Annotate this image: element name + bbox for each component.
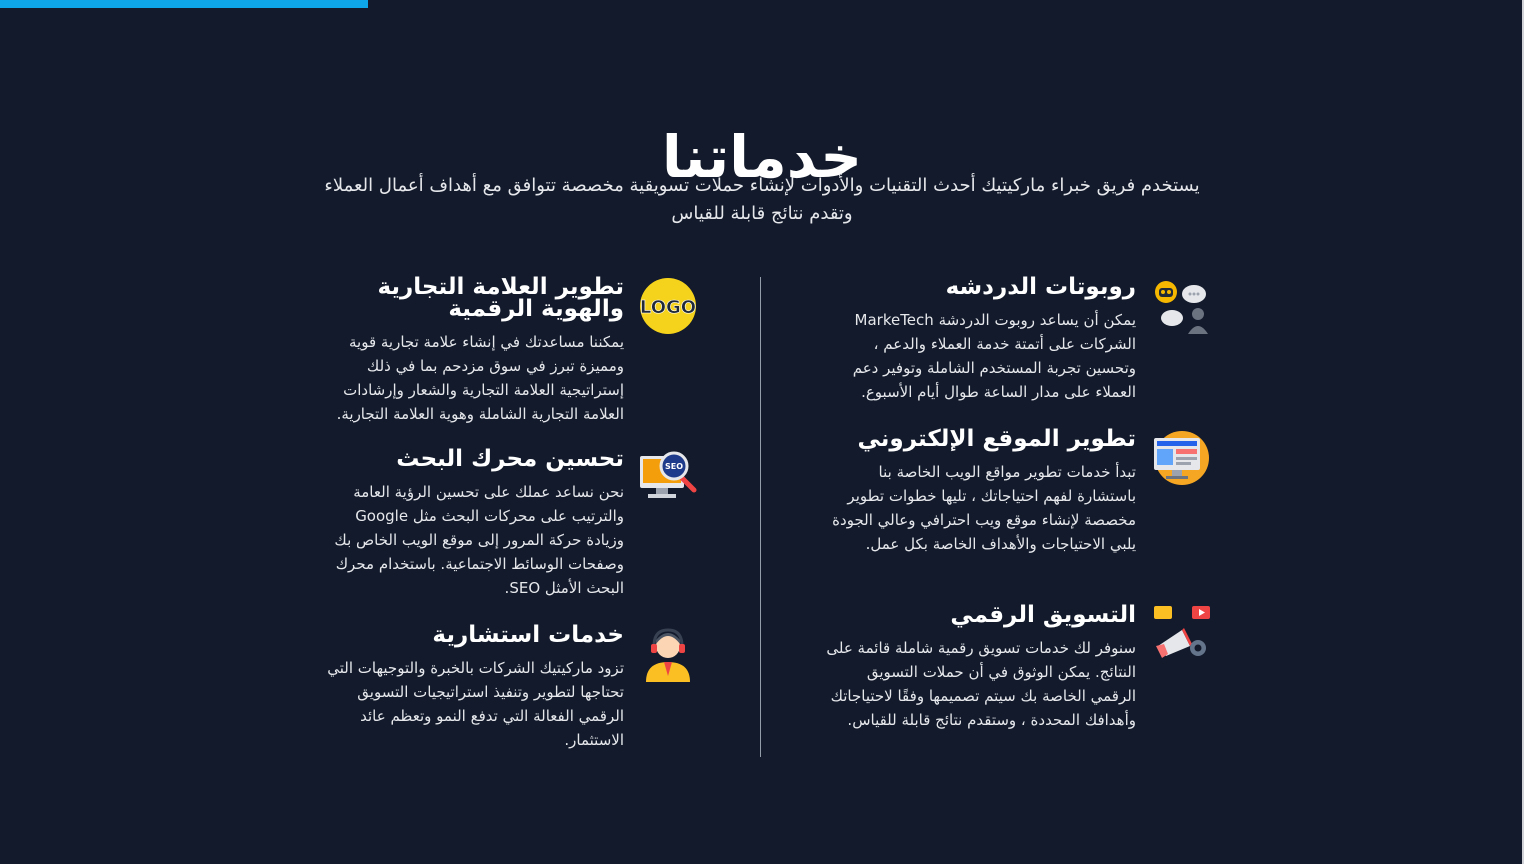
seo-icon-text: SEO	[664, 462, 684, 471]
service-description: يمكننا مساعدتك في إنشاء علامة تجارية قوية ومميزة تبرز في سوق مزدحم بما في ذلك إستراتيجية العلامة التجارية والشعار وإرشادات العلامة التجارية الشاملة وهوية العلامة التجارية.	[336, 333, 624, 423]
seo-icon	[638, 448, 698, 508]
service-description: تزود ماركيتيك الشركات بالخبرة والتوجيهات التي تحتاجها لتطوير وتنفيذ استراتيجيات التسويق الرقمي الفعالة التي تدفع النمو وتعظم عائد الاستثمار.	[327, 659, 624, 749]
logo-icon	[638, 276, 698, 336]
page-title: خدماتنا	[661, 122, 863, 191]
service-web-development	[820, 428, 1136, 556]
chatbot-icon	[1152, 276, 1212, 336]
service-branding	[318, 274, 697, 426]
service-title: تطوير الموقع الإلكتروني	[857, 426, 1136, 452]
service-description: سنوفر لك خدمات تسويق رقمية شاملة قائمة على النتائج. يمكن الوثوق في أن حملات التسويق الرقمي الخاصة بك سيتم تصميمها وفقًا لاحتياجاتك وأهدافك المحددة ، وستقدم نتائج قابلة للقياس.	[826, 639, 1136, 729]
service-title: تحسين محرك البحث	[396, 446, 624, 472]
service-title: التسويق الرقمي	[950, 602, 1136, 628]
service-title: روبوتات الدردشه	[945, 274, 1136, 300]
service-title: تطوير العلامة التجارية والهوية الرقمية	[377, 274, 624, 322]
web-development-icon	[1152, 428, 1212, 488]
service-title: خدمات استشارية	[432, 622, 624, 648]
column-divider	[760, 277, 761, 757]
progress-bar	[0, 0, 368, 8]
service-description: يمكن أن يساعد روبوت الدردشة MarkeTech الشركات على أتمتة خدمة العملاء والدعم ، وتحسين تجربة المستخدم الشاملة وتوفير دعم العملاء على مدار الساعة طوال أيام الأسبوع.	[852, 311, 1136, 401]
service-consulting	[318, 624, 624, 752]
consultant-icon	[638, 624, 698, 684]
service-chatbots	[820, 276, 1136, 404]
logo-icon-text: LOGO	[639, 297, 697, 318]
service-digital-marketing	[820, 604, 1136, 732]
megaphone-icon	[1152, 604, 1212, 664]
service-seo	[318, 446, 684, 600]
service-description: تبدأ خدمات تطوير مواقع الويب الخاصة بنا باستشارة لفهم احتياجاتك ، تليها خطوات تطوير مخصصة لإنشاء موقع ويب احترافي وعالي الجودة يلبي الاحتياجات والأهداف الخاصة بكل عمل.	[832, 463, 1136, 553]
service-description: نحن نساعد عملك على تحسين الرؤية العامة والترتيب على محركات البحث مثل Google وزيادة حركة المرور إلى موقع الويب الخاص بك وصفحات الوسائط الاجتماعية. باستخدام محرك البحث الأمثل SEO.	[334, 483, 624, 597]
page-subtitle: يستخدم فريق خبراء ماركيتيك أحدث التقنيات والأدوات لإنشاء حملات تسويقية مخصصة تتوافق مع أهداف أعمال العملاء وتقدم نتائج قابلة للقياس	[324, 175, 1200, 224]
